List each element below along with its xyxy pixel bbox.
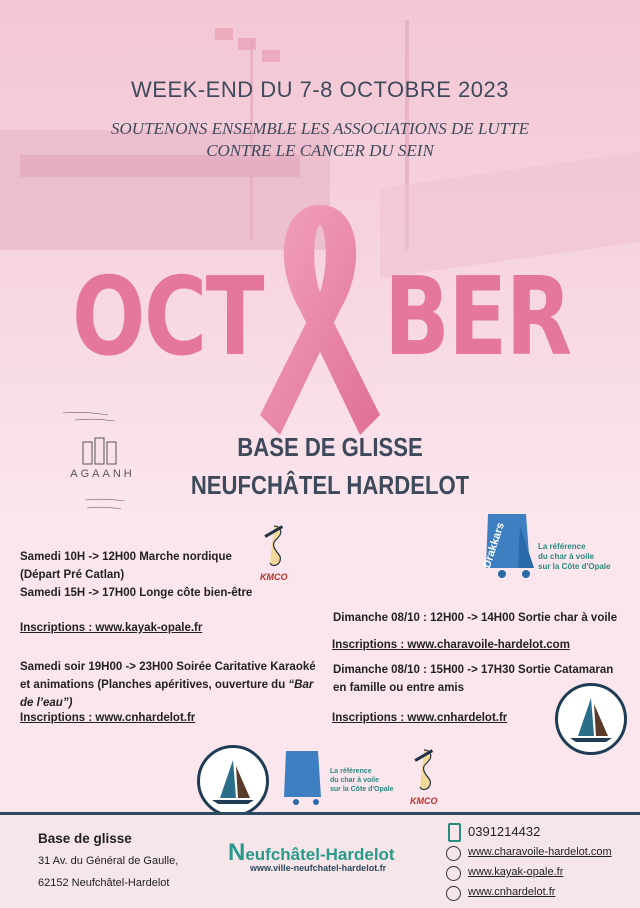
program-saturday-morning (20, 548, 252, 602)
phone-icon (448, 823, 461, 842)
program-line: Samedi soir 19H00 -> 23H00 Soirée Caritative Karaoké (20, 661, 316, 673)
cnh-round-logo (555, 683, 627, 755)
town-initial: N (228, 839, 246, 866)
inscription-cnhardelot-link-2[interactable]: Inscriptions : www.cnhardelot.fr (332, 712, 508, 724)
globe-icon (446, 866, 461, 881)
title-oct: OCT (72, 255, 263, 380)
footer-base-title: Base de glisse (38, 831, 132, 846)
town-name: eufchâtel-Hardelot (245, 845, 395, 864)
support-message (0, 118, 640, 162)
drakkars-tag-1: La référence (330, 768, 372, 775)
footer-site-kayak[interactable]: www.kayak-opale.fr (468, 866, 564, 878)
drakkars-tagline-bottom (330, 767, 394, 794)
program-line: Samedi 10H -> 12H00 Marche nordique (20, 551, 232, 563)
program-saturday-evening (20, 658, 316, 712)
program-text: et animations (Planches apéritives, ouverture du (20, 679, 289, 691)
sail-icon (278, 745, 328, 807)
agaanh-logo (55, 410, 150, 525)
drakkars-tag-2: du char à voile (330, 777, 380, 784)
town-logo (228, 839, 395, 873)
kmco-label: KMCO (410, 796, 438, 806)
sailboat-icon (200, 748, 266, 814)
flag (215, 28, 233, 40)
footer-address-line-1: 31 Av. du Général de Gaulle, (38, 855, 179, 867)
event-date: WEEK-END DU 7-8 OCTOBRE 2023 (131, 77, 509, 102)
kmco-logo-bottom (406, 746, 442, 808)
venue-title (186, 428, 475, 504)
kmco-logo (256, 522, 292, 584)
seahorse-icon (256, 522, 292, 572)
globe-icon (446, 886, 461, 901)
inscription-kayak-link[interactable]: Inscriptions : www.kayak-opale.fr (20, 622, 203, 634)
program-line: (Départ Pré Catlan) (20, 569, 125, 581)
sailboat-icon (558, 686, 624, 752)
drakkars-tag-3: sur la Côte d'Opale (538, 562, 611, 571)
globe-icon (446, 846, 461, 861)
footer (0, 812, 640, 908)
program-bar-name: “Bar (288, 679, 314, 691)
venue-line-1: BASE DE GLISSE (237, 432, 423, 462)
program-line (20, 676, 316, 694)
flag (262, 50, 280, 62)
footer-site-cnhardelot[interactable]: www.cnhardelot.fr (468, 886, 556, 898)
program-line (20, 694, 316, 712)
drakkars-logo (478, 506, 628, 581)
title-ber: BER (384, 255, 571, 380)
inscription-cnhardelot-link[interactable]: Inscriptions : www.cnhardelot.fr (20, 712, 196, 724)
inscription-charavoile-link[interactable]: Inscriptions : www.charavoile-hardelot.com (332, 639, 570, 651)
program-line: Samedi 15H -> 17H00 Longe côte bien-être (20, 587, 253, 599)
footer-address-line-2: 62152 Neufchâtel-Hardelot (38, 877, 170, 889)
program-line: en famille ou entre amis (333, 682, 465, 694)
agaanh-label: AGAANH (70, 468, 135, 480)
seahorse-icon (406, 746, 442, 796)
drakkars-tagline (538, 542, 611, 572)
venue-line-2: NEUFCHÂTEL HARDELOT (190, 470, 470, 500)
flag (238, 38, 256, 50)
program-sunday-char: Dimanche 08/10 : 12H00 -> 14H00 Sortie char à voile (333, 612, 618, 624)
footer-phone[interactable]: 0391214432 (468, 824, 541, 839)
town-url[interactable]: www.ville-neufchatel-hardelot.fr (250, 863, 387, 873)
footer-site-charavoile[interactable]: www.charavoile-hardelot.com (468, 846, 612, 858)
program-bar-name-end: de l’eau”) (20, 697, 73, 709)
support-line-1: SOUTENONS ENSEMBLE LES ASSOCIATIONS DE LUTTE (111, 119, 529, 138)
support-line-2: CONTRE LE CANCER DU SEIN (206, 141, 434, 160)
drakkars-name: Drakkars (481, 521, 507, 570)
kmco-label: KMCO (260, 572, 288, 582)
drakkars-tag-3: sur la Côte d'Opale (330, 786, 394, 793)
program-line: Dimanche 08/10 : 15H00 -> 17H30 Sortie Catamaran (333, 664, 614, 676)
pink-ribbon-icon (255, 195, 385, 445)
drakkars-tag-1: La référence (538, 542, 586, 551)
cnh-round-logo-bottom (197, 745, 269, 817)
drakkars-logo-bottom (278, 745, 408, 807)
drakkars-tag-2: du char à voile (538, 552, 595, 561)
